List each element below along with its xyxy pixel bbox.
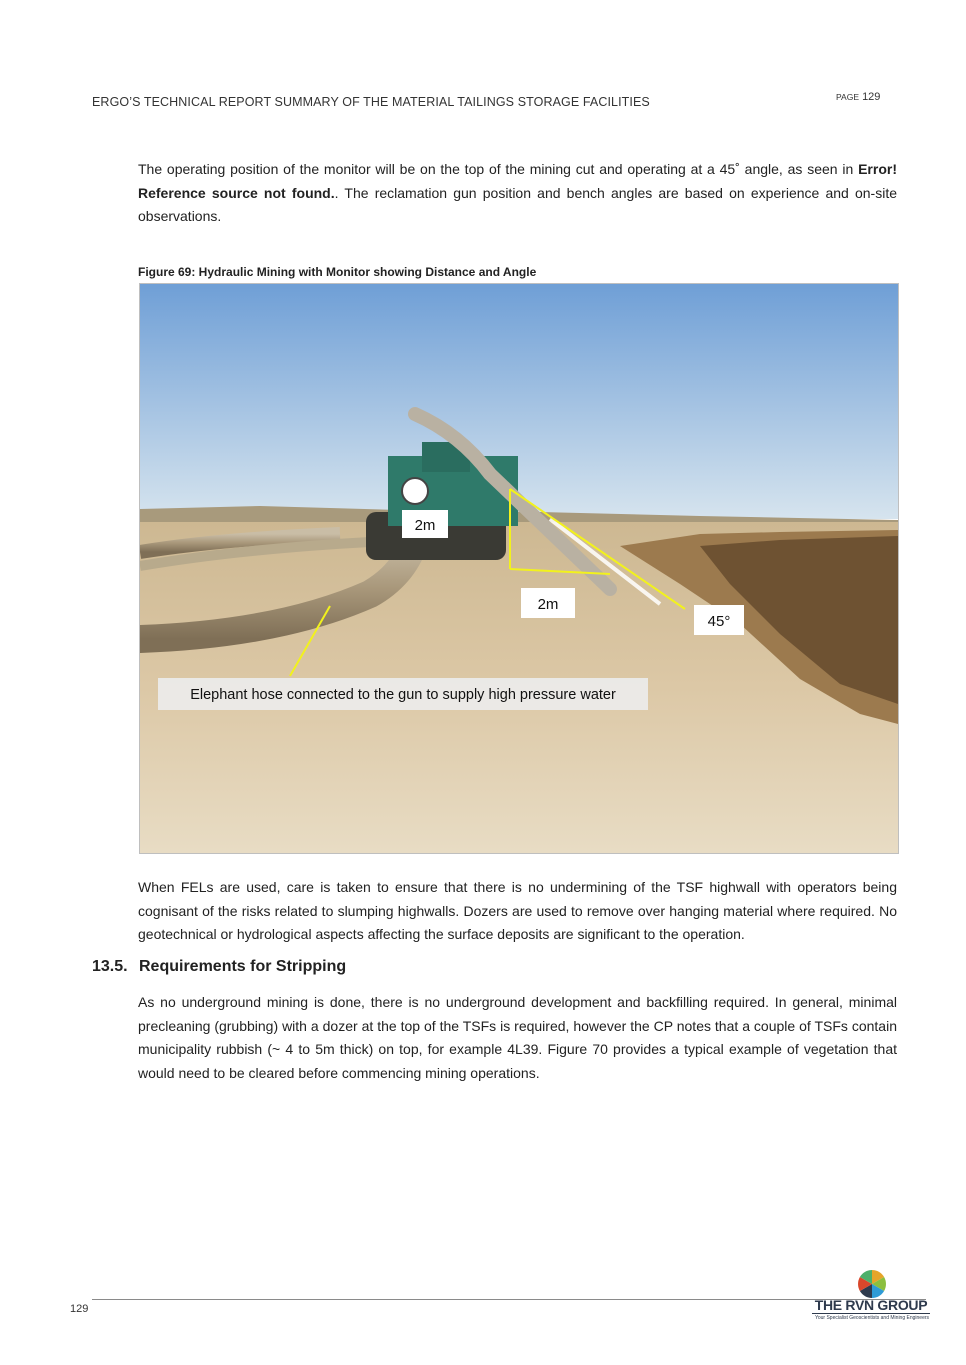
logo-tagline: Your Specialist Geoscientists and Mining Engineers <box>814 1315 930 1321</box>
intro-paragraph <box>138 158 897 229</box>
footer-page-number: 129 <box>70 1303 89 1315</box>
stripping-paragraph: As no underground mining is done, there is no underground development and backfilling required. In general, minimal precleaning (grubbing) with a dozer at the top of the TSFs is required, however the CP notes that a couple of TSFs contain municipality rubbish (~ 4 to 5m thick) on top, for example 4L39. Figure 70 provides a typical example of vegetation that would need to be cleared before commencing mining operations. <box>138 994 897 1081</box>
label-horizontal-distance: 2m <box>537 596 559 613</box>
figure-photo <box>139 283 899 854</box>
label-hose-note: Elephant hose connected to the gun to supply high pressure water <box>190 687 616 703</box>
logo-name: THE RVN GROUP <box>812 1298 930 1314</box>
header-page-value: 129 <box>862 91 881 103</box>
footer-rule <box>92 1299 926 1300</box>
header-page-label: PAGE <box>836 92 859 102</box>
figure-caption: Figure 69: Hydraulic Mining with Monitor showing Distance and Angle <box>138 265 537 279</box>
hydraulic-mining-photo <box>140 284 898 853</box>
sky <box>140 284 898 519</box>
fel-paragraph: When FELs are used, care is taken to ensure that there is no undermining of the TSF highwall with operators being cognisant of the risks related to slumping highwalls. Dozers are used to remove over hanging material where required. No geotechnical or hydrological aspects affecting the surface deposits are significant to the operation. <box>138 879 897 942</box>
section-title: Requirements for Stripping <box>139 958 347 975</box>
report-header-title: ERGO’S TECHNICAL REPORT SUMMARY OF THE MATERIAL TAILINGS STORAGE FACILITIES <box>92 95 650 109</box>
section-heading <box>92 958 346 976</box>
section-number: 13.5. <box>92 958 128 975</box>
rvn-group-logo <box>812 1268 932 1328</box>
machine-wheel <box>402 478 428 504</box>
header-page-number <box>836 91 880 103</box>
label-angle: 45° <box>707 613 731 630</box>
intro-text-after: . The reclamation gun position and bench angles are based on experience and on-site observations. <box>138 184 897 224</box>
logo-wheel-icon <box>812 1268 932 1298</box>
broken-reference: Error! Reference source not found. <box>138 161 897 201</box>
intro-text-before: The operating position of the monitor will be on the top of the mining cut and operating at a 45˚ angle, as seen in <box>138 161 859 177</box>
label-vertical-distance: 2m <box>414 517 436 534</box>
